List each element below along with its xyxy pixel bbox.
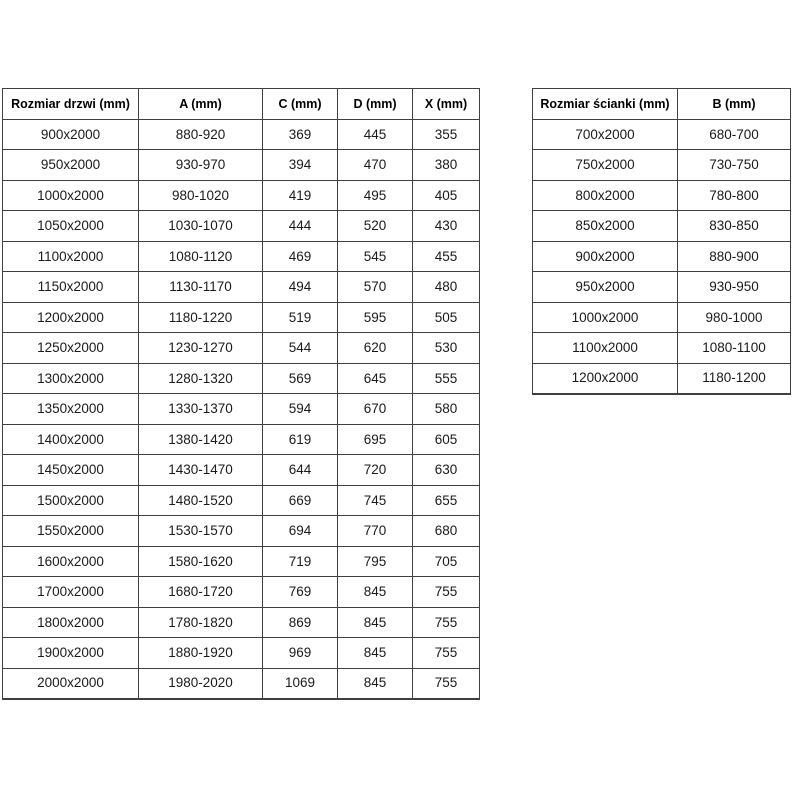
table-row: [533, 302, 791, 333]
table-cell: 605: [413, 424, 480, 455]
table-cell: 1900x2000: [3, 638, 139, 669]
table-cell: 1800x2000: [3, 607, 139, 638]
table-cell: 1350x2000: [3, 394, 139, 425]
table-row: [3, 394, 480, 425]
table-cell: 1500x2000: [3, 485, 139, 516]
table-cell: 520: [338, 211, 413, 242]
table-row: [3, 180, 480, 211]
table-cell: 1430-1470: [139, 455, 263, 486]
table-cell: 1380-1420: [139, 424, 263, 455]
table-cell: 569: [263, 363, 338, 394]
table-row: [3, 668, 480, 699]
table-cell: 755: [413, 638, 480, 669]
table-row: [3, 424, 480, 455]
table-cell: 830-850: [678, 211, 791, 242]
table-row: [3, 607, 480, 638]
table-cell: 1130-1170: [139, 272, 263, 303]
table-cell: 1580-1620: [139, 546, 263, 577]
table-cell: 1530-1570: [139, 516, 263, 547]
table-cell: 419: [263, 180, 338, 211]
table-cell: 755: [413, 577, 480, 608]
table-row: [533, 180, 791, 211]
table-cell: 1030-1070: [139, 211, 263, 242]
table-row: [3, 577, 480, 608]
table-cell: 530: [413, 333, 480, 364]
table-cell: 845: [338, 638, 413, 669]
table-cell: 1450x2000: [3, 455, 139, 486]
table-row: [533, 333, 791, 364]
table-cell: 645: [338, 363, 413, 394]
table-cell: 1680-1720: [139, 577, 263, 608]
table-cell: 980-1000: [678, 302, 791, 333]
table-cell: 880-900: [678, 241, 791, 272]
table-cell: 1180-1200: [678, 363, 791, 394]
table-cell: 1300x2000: [3, 363, 139, 394]
table-row: [533, 211, 791, 242]
table-cell: 850x2000: [533, 211, 678, 242]
table-row: [3, 638, 480, 669]
column-header: Rozmiar drzwi (mm): [3, 89, 139, 120]
table-row: [3, 363, 480, 394]
table-cell: 1330-1370: [139, 394, 263, 425]
table-cell: 695: [338, 424, 413, 455]
column-header: X (mm): [413, 89, 480, 120]
table-cell: 845: [338, 668, 413, 699]
table-cell: 1480-1520: [139, 485, 263, 516]
table-row: [3, 119, 480, 150]
doors-table-body: [3, 119, 480, 699]
table-cell: 900x2000: [533, 241, 678, 272]
table-cell: 580: [413, 394, 480, 425]
table-cell: 1400x2000: [3, 424, 139, 455]
table-cell: 1180-1220: [139, 302, 263, 333]
table-cell: 1880-1920: [139, 638, 263, 669]
table-cell: 1150x2000: [3, 272, 139, 303]
table-cell: 1980-2020: [139, 668, 263, 699]
table-cell: 495: [338, 180, 413, 211]
table-cell: 455: [413, 241, 480, 272]
table-row: [3, 150, 480, 181]
table-row: [533, 363, 791, 394]
table-cell: 1230-1270: [139, 333, 263, 364]
wall-sizes-table: [532, 88, 791, 395]
table-cell: 594: [263, 394, 338, 425]
table-cell: 644: [263, 455, 338, 486]
table-cell: 969: [263, 638, 338, 669]
table-cell: 1080-1120: [139, 241, 263, 272]
table-cell: 1200x2000: [533, 363, 678, 394]
doors-header-row: [3, 89, 480, 120]
table-cell: 1100x2000: [3, 241, 139, 272]
table-cell: 519: [263, 302, 338, 333]
table-cell: 1600x2000: [3, 546, 139, 577]
table-cell: 720: [338, 455, 413, 486]
table-cell: 705: [413, 546, 480, 577]
column-header: A (mm): [139, 89, 263, 120]
table-cell: 680: [413, 516, 480, 547]
table-cell: 869: [263, 607, 338, 638]
table-cell: 755: [413, 668, 480, 699]
table-cell: 845: [338, 607, 413, 638]
table-cell: 670: [338, 394, 413, 425]
table-cell: 469: [263, 241, 338, 272]
walls-header-row: [533, 89, 791, 120]
table-cell: 1080-1100: [678, 333, 791, 364]
table-row: [3, 455, 480, 486]
table-cell: 545: [338, 241, 413, 272]
table-cell: 380: [413, 150, 480, 181]
table-cell: 480: [413, 272, 480, 303]
table-cell: 1250x2000: [3, 333, 139, 364]
table-row: [3, 485, 480, 516]
table-row: [533, 119, 791, 150]
table-cell: 620: [338, 333, 413, 364]
table-cell: 570: [338, 272, 413, 303]
column-header: D (mm): [338, 89, 413, 120]
table-cell: 694: [263, 516, 338, 547]
table-cell: 630: [413, 455, 480, 486]
table-cell: 1069: [263, 668, 338, 699]
table-cell: 1000x2000: [533, 302, 678, 333]
table-cell: 795: [338, 546, 413, 577]
table-cell: 950x2000: [3, 150, 139, 181]
table-cell: 750x2000: [533, 150, 678, 181]
table-cell: 780-800: [678, 180, 791, 211]
table-cell: 555: [413, 363, 480, 394]
table-cell: 769: [263, 577, 338, 608]
table-cell: 930-970: [139, 150, 263, 181]
table-cell: 1780-1820: [139, 607, 263, 638]
table-cell: 1050x2000: [3, 211, 139, 242]
table-cell: 655: [413, 485, 480, 516]
table-row: [3, 272, 480, 303]
table-cell: 444: [263, 211, 338, 242]
table-row: [3, 546, 480, 577]
table-cell: 595: [338, 302, 413, 333]
table-cell: 770: [338, 516, 413, 547]
table-cell: 355: [413, 119, 480, 150]
table-cell: 755: [413, 607, 480, 638]
walls-table-body: [533, 119, 791, 394]
table-cell: 950x2000: [533, 272, 678, 303]
table-row: [3, 211, 480, 242]
table-cell: 745: [338, 485, 413, 516]
table-cell: 2000x2000: [3, 668, 139, 699]
table-row: [3, 302, 480, 333]
table-cell: 680-700: [678, 119, 791, 150]
table-cell: 719: [263, 546, 338, 577]
table-row: [3, 516, 480, 547]
table-row: [533, 150, 791, 181]
table-cell: 394: [263, 150, 338, 181]
table-cell: 800x2000: [533, 180, 678, 211]
door-sizes-table: [2, 88, 480, 700]
table-cell: 494: [263, 272, 338, 303]
table-cell: 405: [413, 180, 480, 211]
table-cell: 1000x2000: [3, 180, 139, 211]
table-cell: 980-1020: [139, 180, 263, 211]
column-header: C (mm): [263, 89, 338, 120]
column-header: Rozmiar ścianki (mm): [533, 89, 678, 120]
table-cell: 1700x2000: [3, 577, 139, 608]
table-row: [3, 241, 480, 272]
table-cell: 669: [263, 485, 338, 516]
table-cell: 619: [263, 424, 338, 455]
table-cell: 1280-1320: [139, 363, 263, 394]
table-cell: 845: [338, 577, 413, 608]
table-row: [3, 333, 480, 364]
table-cell: 544: [263, 333, 338, 364]
table-cell: 445: [338, 119, 413, 150]
table-row: [533, 272, 791, 303]
table-cell: 930-950: [678, 272, 791, 303]
table-row: [533, 241, 791, 272]
table-cell: 900x2000: [3, 119, 139, 150]
table-cell: 1200x2000: [3, 302, 139, 333]
table-cell: 880-920: [139, 119, 263, 150]
table-cell: 505: [413, 302, 480, 333]
table-cell: 1550x2000: [3, 516, 139, 547]
table-cell: 730-750: [678, 150, 791, 181]
table-cell: 700x2000: [533, 119, 678, 150]
table-cell: 470: [338, 150, 413, 181]
table-cell: 369: [263, 119, 338, 150]
table-cell: 1100x2000: [533, 333, 678, 364]
table-cell: 430: [413, 211, 480, 242]
column-header: B (mm): [678, 89, 791, 120]
